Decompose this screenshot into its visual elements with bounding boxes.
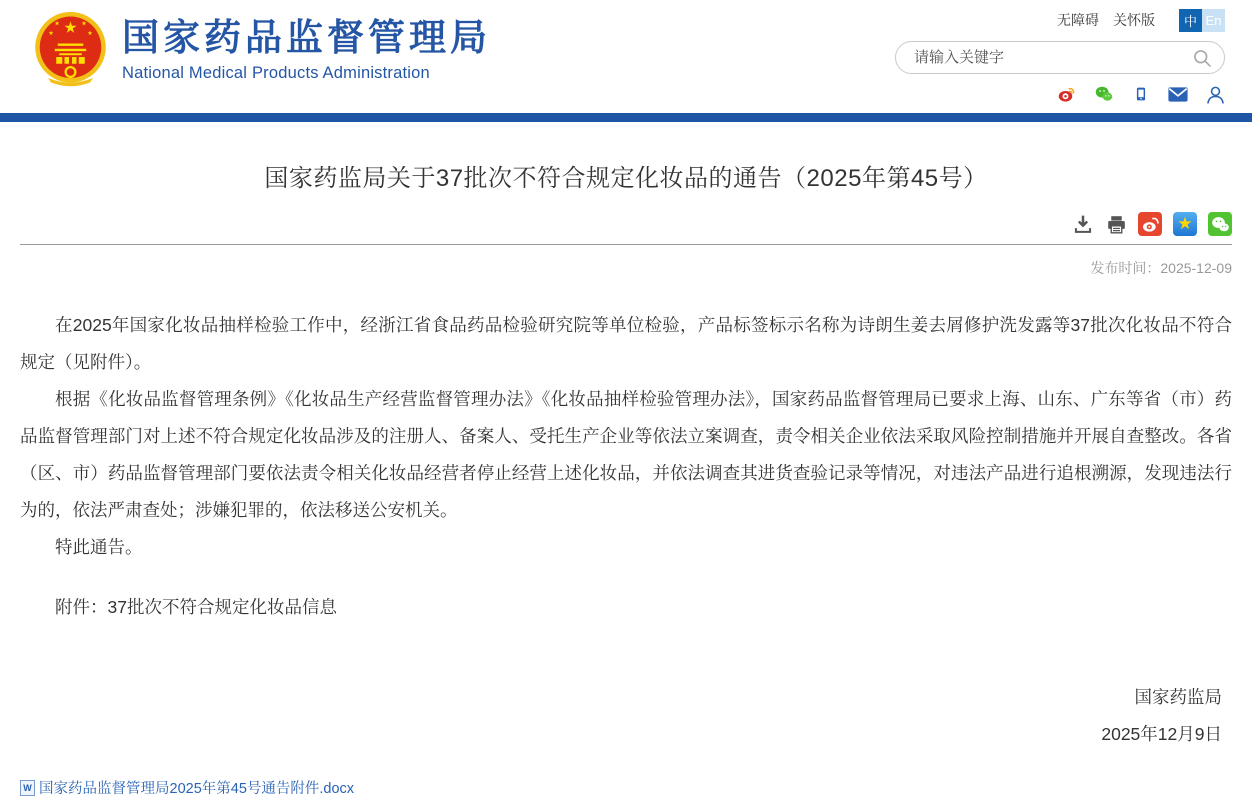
emblem-icon: [33, 12, 108, 102]
word-doc-icon: W: [20, 780, 35, 796]
signature-block: [20, 679, 1232, 753]
title-divider: [20, 244, 1232, 245]
user-icon[interactable]: [1205, 85, 1225, 103]
paragraph-closing: 特此通告。: [55, 537, 143, 557]
paragraph-1: 在2025年国家化妆品抽样检验工作中，经浙江省食品药品检验研究院等单位检验，产品标签标示名称为诗朗生姜去屑修护洗发露等37批次化妆品不符合规定（见附件）。: [20, 315, 1232, 372]
attachment-row: [20, 777, 1232, 798]
site-header: [0, 0, 1252, 113]
top-links: [895, 8, 1225, 32]
article-toolbar: [20, 211, 1232, 237]
qzone-star-glyph: ★: [1177, 214, 1193, 233]
care-version-link[interactable]: 关怀版: [1113, 12, 1155, 28]
publish-date: 发布时间：2025-12-09: [1090, 260, 1232, 276]
header-divider-bar: [0, 113, 1252, 122]
language-toggle: [1179, 9, 1225, 32]
lang-english-button[interactable]: En: [1202, 9, 1225, 32]
national-emblem-logo[interactable]: [33, 12, 108, 102]
mobile-icon[interactable]: [1131, 85, 1151, 103]
wechat-share-icon[interactable]: [1208, 212, 1232, 236]
article-body: [20, 307, 1232, 626]
search-input[interactable]: [912, 48, 1192, 67]
site-title-cn: 国家药品监督管理局: [122, 17, 491, 58]
mail-icon[interactable]: [1168, 85, 1188, 103]
paragraph-2: 根据《化妆品监督管理条例》《化妆品生产经营监督管理办法》《化妆品抽样检验管理办法》，国家药品监督管理局已要求上海、山东、广东等省（市）药品监督管理部门对上述不符合规定化妆品涉及的注册人、备案人、受托生产企业等依法立案调查，责令相关企业依法采取风险控制措施并开展自查整改。各省（区、市）药品监督管理部门要依法责令相关化妆品经营者停止经营上述化妆品，并依法调查其进货查验记录等情况，对违法产品进行追根溯源，发现违法行为的，依法严肃查处；涉嫌犯罪的，依法移送公安机关。: [20, 389, 1232, 520]
accessibility-link[interactable]: 无障碍: [1057, 12, 1099, 28]
qzone-share-icon[interactable]: [1173, 212, 1197, 236]
search-icon[interactable]: [1192, 48, 1212, 68]
header-utilities: [895, 8, 1225, 103]
site-title-en: National Medical Products Administration: [122, 63, 430, 82]
signature-agency: 国家药监局: [1134, 687, 1222, 707]
site-brand[interactable]: [122, 18, 491, 83]
print-icon[interactable]: [1105, 213, 1127, 235]
article-title: 国家药监局关于37批次不符合规定化妆品的通告（2025年第45号）: [264, 165, 988, 192]
download-icon[interactable]: [1072, 213, 1094, 235]
signature-date: 2025年12月9日: [1101, 724, 1222, 744]
social-icons-row: [895, 85, 1225, 103]
search-box: [895, 41, 1225, 74]
weibo-icon[interactable]: [1057, 85, 1077, 103]
lang-chinese-button[interactable]: 中: [1179, 9, 1202, 32]
article-content: [0, 158, 1252, 798]
wechat-icon[interactable]: [1094, 85, 1114, 103]
attachment-file-link[interactable]: 国家药品监督管理局2025年第45号通告附件.docx: [39, 781, 355, 797]
attachment-title-line: 附件：37批次不符合规定化妆品信息: [55, 597, 337, 617]
weibo-share-icon[interactable]: [1138, 212, 1162, 236]
